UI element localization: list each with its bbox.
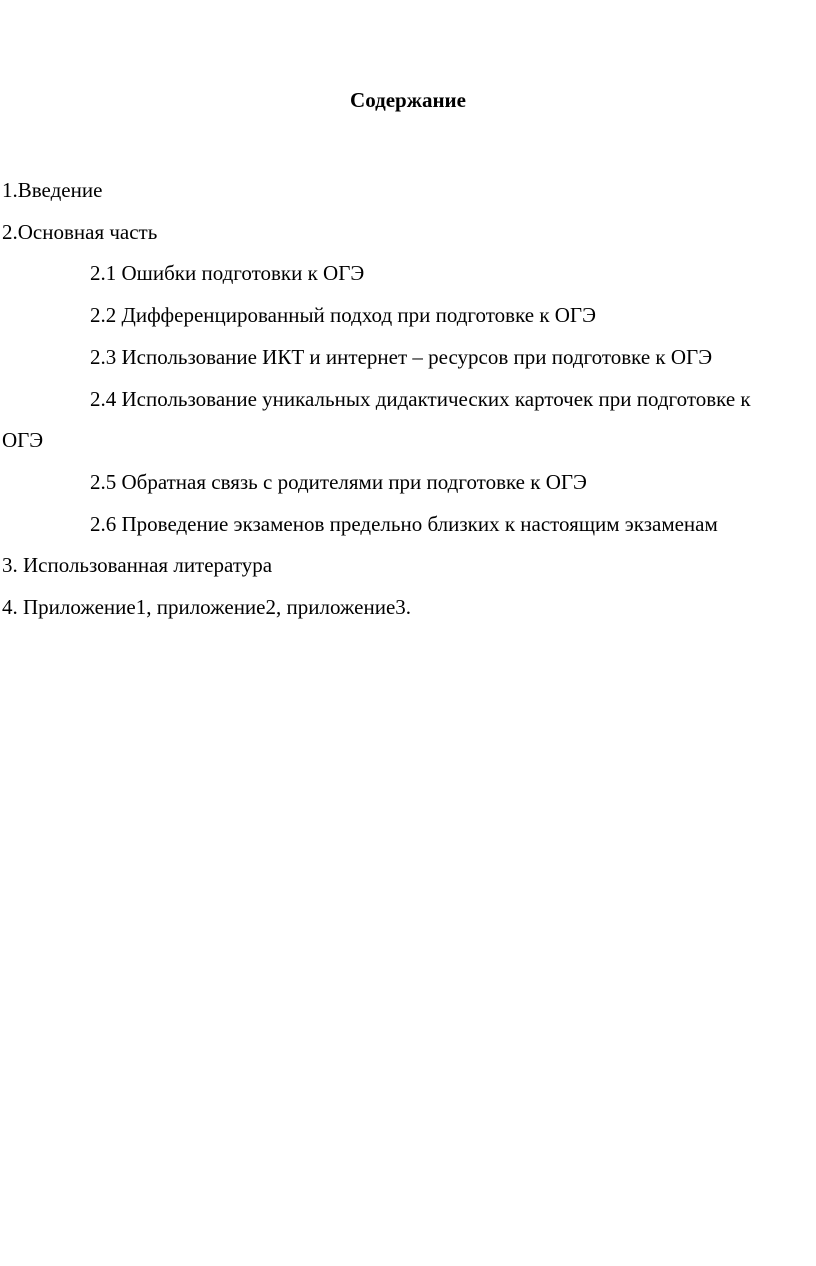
toc-item-2-1: 2.1 Ошибки подготовки к ОГЭ bbox=[90, 261, 365, 286]
toc-item-main-part: 2.Основная часть bbox=[2, 219, 158, 244]
toc-item-literature: 3. Использованная литература bbox=[2, 553, 273, 578]
toc-item-2-6: 2.6 Проведение экзаменов предельно близких к настоящим экзаменам bbox=[90, 511, 718, 536]
toc-item-2-3: 2.3 Использование ИКТ и интернет – ресурсов при подготовке к ОГЭ bbox=[90, 344, 713, 369]
toc-item-2-4: 2.4 Использование уникальных дидактических карточек при подготовке к ОГЭ bbox=[2, 386, 751, 453]
toc-item-appendices: 4. Приложение1, приложение2, приложение3. bbox=[2, 595, 412, 620]
toc-item-2-2: 2.2 Дифференцированный подход при подготовке к ОГЭ bbox=[90, 303, 596, 328]
toc-item-2-5: 2.5 Обратная связь с родителями при подготовке к ОГЭ bbox=[90, 469, 587, 494]
page-title: Содержание bbox=[350, 88, 466, 112]
table-of-contents bbox=[2, 170, 782, 629]
toc-item-introduction: 1.Введение bbox=[2, 178, 103, 202]
